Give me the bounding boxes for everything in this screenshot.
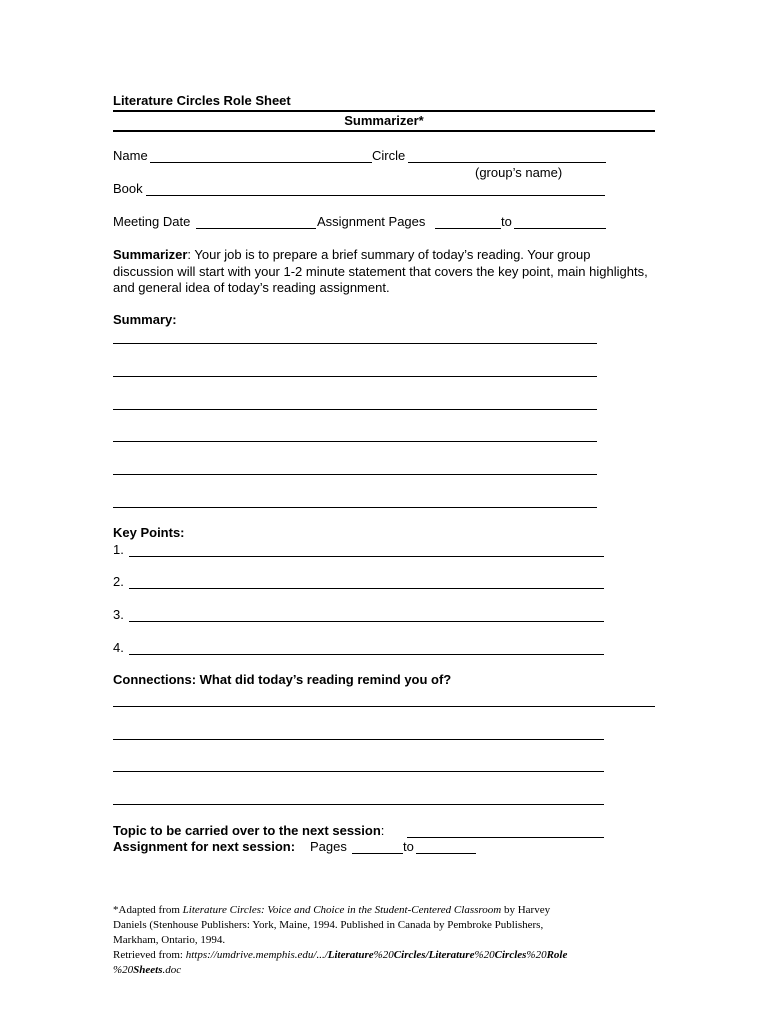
connections-heading: Connections: What did today’s reading remind you of? (113, 672, 452, 687)
next-pages-to-label: to (403, 839, 414, 854)
group-name-hint: (group’s name) (475, 165, 563, 180)
meeting-date-label: Meeting Date (113, 214, 191, 229)
summary-line[interactable] (113, 507, 597, 508)
role-description-text: : Your job is to prepare a brief summary of today’s reading. Your group discussion will start with your 1-2 minute statement that covers the key point, main highlights, and general idea of today’s reading assignment. (113, 247, 648, 295)
header-top-rule (113, 110, 655, 112)
source-link-continued[interactable]: %20Sheets.doc (113, 964, 182, 976)
key-points-heading: Key Points: (113, 525, 185, 540)
footnote (113, 903, 633, 978)
circle-label: Circle (372, 148, 406, 163)
footnote-line-2: Daniels (Stenhouse Publishers: York, Maine, 1994. Published in Canada by Pembroke Publishers, (113, 919, 544, 931)
circle-field[interactable] (408, 162, 606, 163)
role-term: Summarizer (113, 247, 188, 262)
book-field[interactable] (146, 195, 605, 196)
source-link[interactable]: https://umdrive.memphis.edu/.../Literature%20Circles/Literature%20Circles%20Role (185, 949, 568, 961)
meeting-date-field[interactable] (196, 228, 316, 229)
key-point-field[interactable] (129, 588, 604, 589)
footnote-text: by Harvey (501, 904, 551, 916)
footnote-line-3: Markham, Ontario, 1994. (113, 934, 226, 946)
footnote-line-1 (113, 903, 633, 918)
connections-line[interactable] (113, 804, 604, 805)
connections-line[interactable] (113, 739, 604, 740)
topic-field[interactable] (407, 837, 604, 838)
name-label: Name (113, 148, 148, 163)
pages-to-field[interactable] (514, 228, 606, 229)
summary-line[interactable] (113, 376, 597, 377)
key-point-number: 1. (113, 542, 124, 557)
summary-line[interactable] (113, 343, 597, 344)
topic-colon: : (380, 823, 385, 838)
key-point-number: 3. (113, 607, 124, 622)
role-title: Summarizer* (344, 113, 424, 128)
key-point-field[interactable] (129, 654, 604, 655)
summary-heading: Summary: (113, 312, 177, 327)
connections-line[interactable] (113, 706, 655, 707)
key-point-number: 4. (113, 640, 124, 655)
role-description (113, 247, 653, 297)
summary-line[interactable] (113, 441, 597, 442)
next-pages-label: Pages (310, 839, 347, 854)
assignment-label: Assignment for next session: (113, 839, 296, 854)
connections-line[interactable] (113, 771, 604, 772)
footnote-text: *Adapted from (113, 904, 183, 916)
pages-to-label: to (501, 214, 512, 229)
assignment-row (113, 839, 295, 855)
key-point-field[interactable] (129, 556, 604, 557)
next-pages-to-field[interactable] (416, 853, 476, 854)
footnote-book-title: Literature Circles: Voice and Choice in the Student-Centered Classroom (182, 904, 502, 916)
header-bottom-rule (113, 130, 655, 132)
key-point-field[interactable] (129, 621, 604, 622)
next-pages-from-field[interactable] (352, 853, 403, 854)
assignment-pages-label: Assignment Pages (317, 214, 426, 229)
footnote-text: Retrieved from: (113, 949, 186, 961)
book-label: Book (113, 181, 143, 196)
key-point-number: 2. (113, 574, 124, 589)
topic-label: Topic to be carried over to the next session (113, 823, 381, 838)
summary-line[interactable] (113, 474, 597, 475)
summary-line[interactable] (113, 409, 597, 410)
footnote-line-4 (113, 948, 633, 963)
pages-from-field[interactable] (435, 228, 501, 229)
name-field[interactable] (150, 162, 372, 163)
sheet-title: Literature Circles Role Sheet (113, 93, 291, 108)
footnote-line-5 (113, 963, 633, 978)
topic-row (113, 823, 384, 839)
